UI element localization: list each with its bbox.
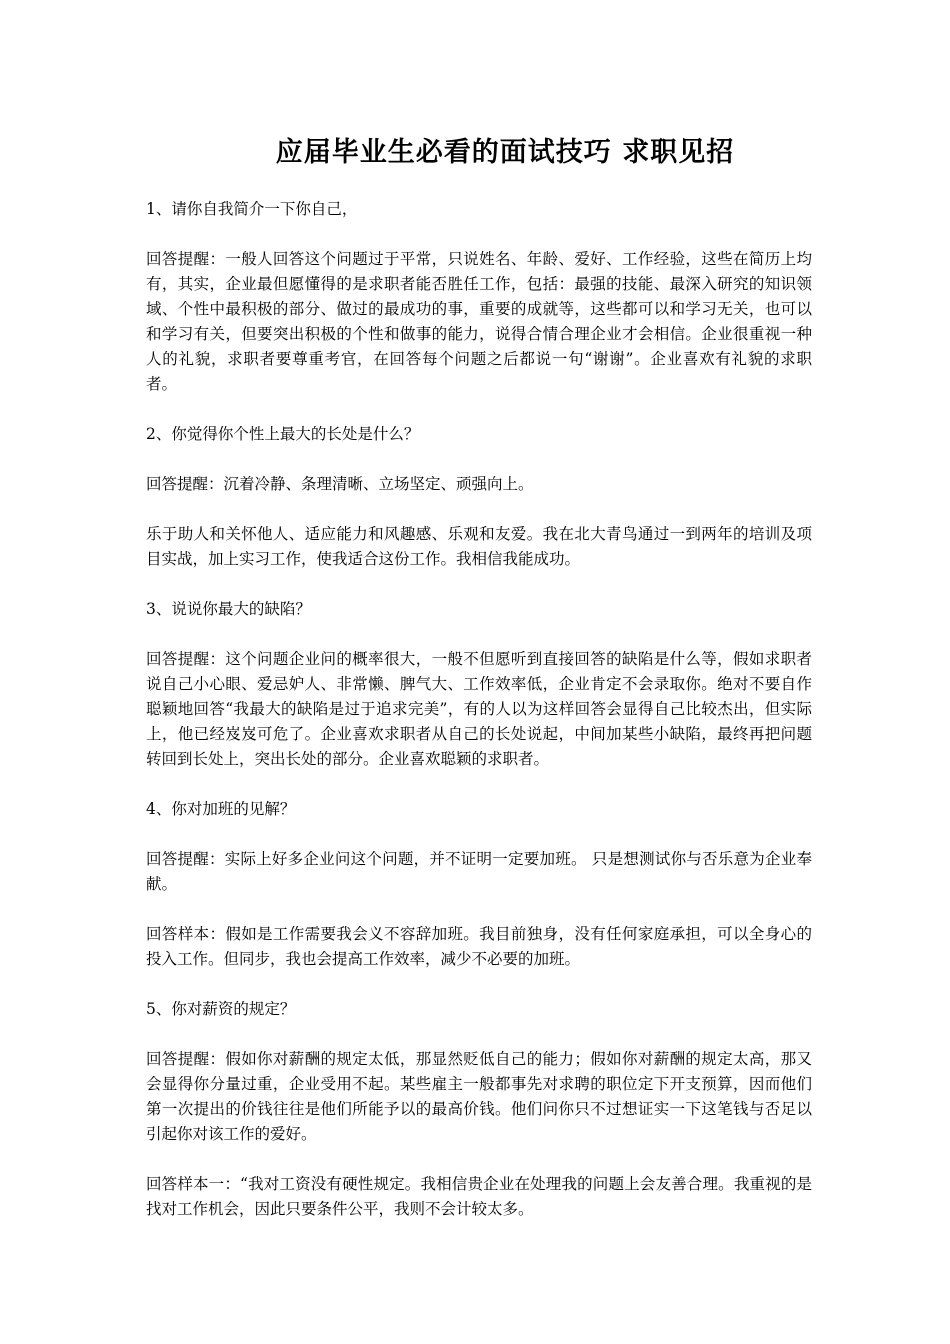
answer-tip-4: 回答提醒：实际上好多企业问这个问题，并不证明一定要加班。 只是想测试你与否乐意为企业奉献。 (146, 850, 812, 893)
question-1: 1、请你自我简介一下你自己， (146, 200, 358, 218)
question-2: 2、你觉得你个性上最大的长处是什么？ (146, 425, 420, 443)
document-title: 应届毕业生必看的面试技巧 求职见招 (275, 137, 735, 168)
answer-tip-3: 回答提醒：这个问题企业问的概率很大，一般不但愿听到直接回答的缺陷是什么等，假如求职者说自己小心眼、爱忌妒人、非常懒、脾气大、工作效率低，企业肯定不会录取你。绝对不要自作聪颖地回答“我最大的缺陷是过于追求完美”，有的人以为这样回答会显得自己比较杰出，但实际上，他已经岌岌可危了。企业喜欢求职者从自己的长处说起，中间加某些小缺陷，最终再把问题转回到长处上，突出长处的部分。企业喜欢聪颖的求职者。 (146, 650, 812, 768)
answer-tip-5: 回答提醒：假如你对薪酬的规定太低，那显然贬低自己的能力；假如你对薪酬的规定太高，那又会显得你分量过重，企业受用不起。某些雇主一般都事先对求聘的职位定下开支预算，因而他们第一次提出的价钱往往是他们所能予以的最高价钱。他们问你只不过想证实一下这笔钱与否足以引起你对该工作的爱好。 (146, 1050, 812, 1143)
answer-sample-4: 回答样本：假如是工作需要我会义不容辞加班。我目前独身，没有任何家庭承担，可以全身心的投入工作。但同步，我也会提高工作效率，减少不必要的加班。 (146, 925, 812, 968)
answer-tip-1: 回答提醒：一般人回答这个问题过于平常，只说姓名、年龄、爱好、工作经验，这些在简历上均有，其实，企业最但愿懂得的是求职者能否胜任工作，包括：最强的技能、最深入研究的知识领域、个性中最积极的部分、做过的最成功的事，重要的成就等，这些都可以和学习无关，也可以和学习有关，但要突出积极的个性和做事的能力，说得合情合理企业才会相信。企业很重视一种人的礼貌，求职者要尊重考官，在回答每个问题之后都说一句“谢谢”。企业喜欢有礼貌的求职者。 (146, 250, 812, 393)
document-body (146, 197, 812, 1247)
answer-tip-2: 回答提醒：沉着冷静、条理清晰、立场坚定、顽强向上。 (146, 475, 534, 493)
question-4: 4、你对加班的见解？ (146, 800, 296, 818)
question-5: 5、你对薪资的规定？ (146, 1000, 296, 1018)
question-3: 3、说说你最大的缺陷？ (146, 600, 311, 618)
answer-sample-5-1: 回答样本一：“我对工资没有硬性规定。我相信贵企业在处理我的问题上会友善合理。我重视的是找对工作机会，因此只要条件公平，我则不会计较太多。 (146, 1175, 812, 1218)
answer-tip-2-continued: 乐于助人和关怀他人、适应能力和风趣感、乐观和友爱。我在北大青鸟通过一到两年的培训及项目实战，加上实习工作，使我适合这份工作。我相信我能成功。 (146, 525, 812, 568)
